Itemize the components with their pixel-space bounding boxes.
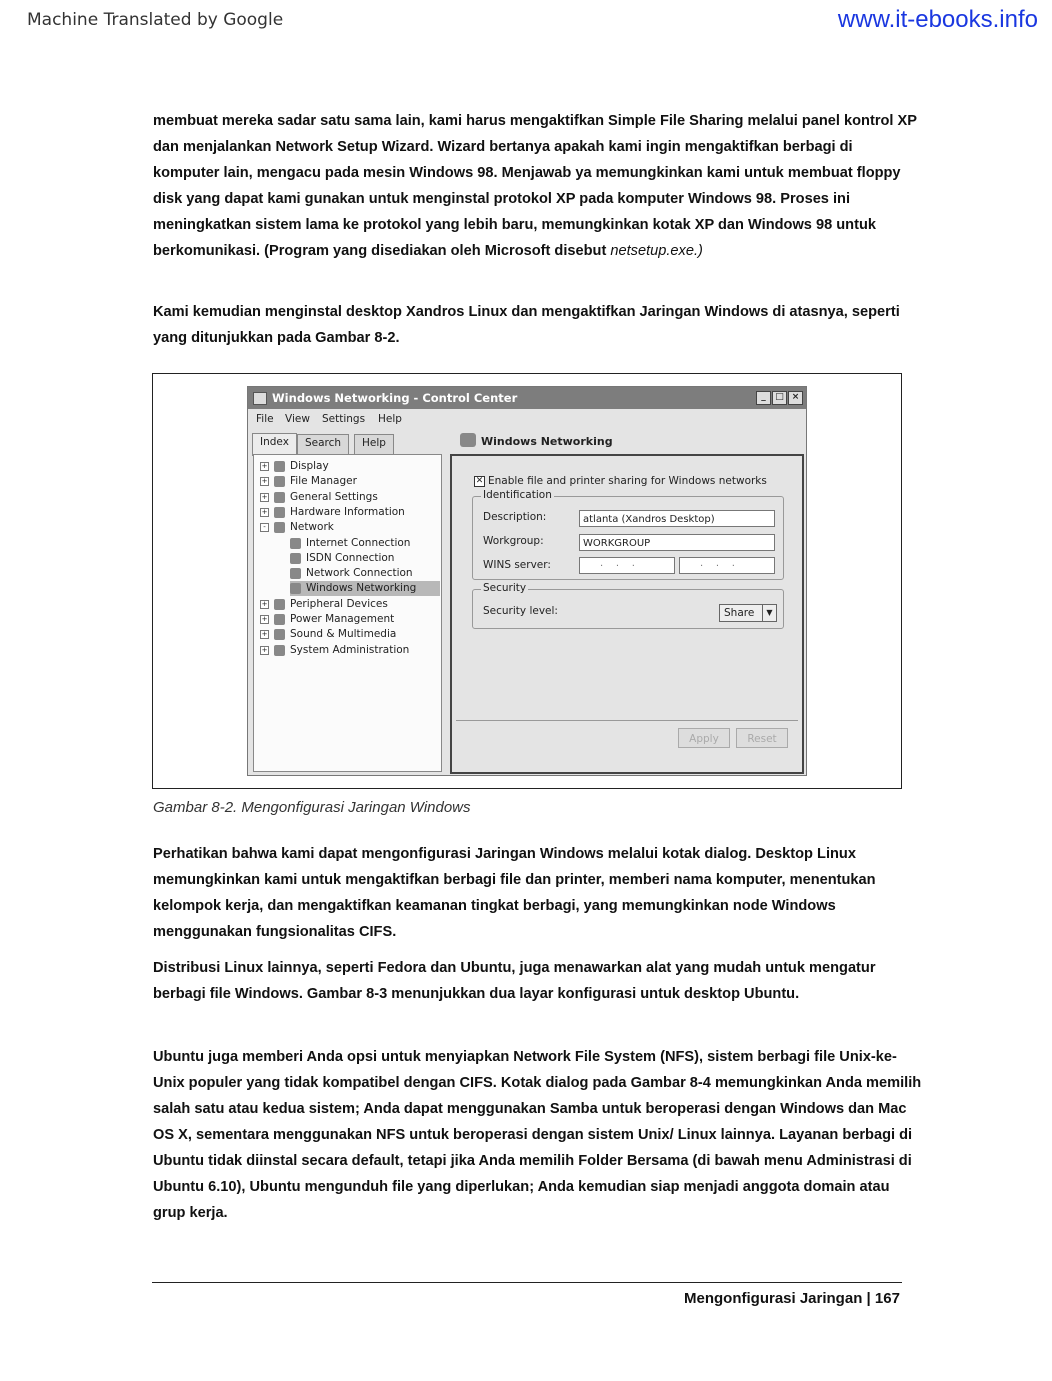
tree-item-label: Network Connection (306, 567, 413, 580)
footer-rule (152, 1282, 902, 1283)
tree-item-icon (274, 614, 285, 625)
workgroup-field[interactable]: WORKGROUP (579, 534, 775, 551)
paragraph-2-text: Kami kemudian menginstal desktop Xandros Linux dan mengaktifkan Jaringan Windows di atasnya, seperti yang ditunjukkan pada Gambar 8-2. (153, 304, 900, 346)
expand-icon[interactable]: + (261, 645, 268, 654)
paragraph-5 (153, 1044, 923, 1226)
panel-divider (456, 720, 798, 721)
expand-icon[interactable]: + (261, 507, 268, 516)
settings-tree (253, 454, 442, 772)
tree-item[interactable] (260, 490, 430, 505)
wins-server-field-2[interactable]: · · · (679, 557, 775, 574)
tree-item-label: Peripheral Devices (290, 597, 388, 610)
paragraph-4 (153, 955, 923, 1007)
security-level-label: Security level: (483, 605, 558, 617)
tab-index[interactable]: Index (252, 433, 297, 456)
expand-icon[interactable]: + (261, 615, 268, 623)
identification-group (472, 489, 784, 580)
apply-button[interactable]: Apply (678, 728, 730, 748)
reset-button[interactable]: Reset (736, 728, 788, 748)
wins-server-label: WINS server: (483, 559, 551, 571)
expand-icon[interactable]: + (261, 492, 268, 501)
figure-caption: Gambar 8-2. Mengonfigurasi Jaringan Windows (153, 799, 471, 816)
tree-item-icon (290, 553, 301, 564)
close-icon[interactable]: × (788, 391, 803, 405)
tree-item[interactable] (290, 566, 460, 581)
tree-item-label: File Manager (290, 475, 357, 488)
panel-title: Windows Networking (481, 435, 613, 448)
security-level-select[interactable] (719, 604, 777, 622)
tree-item-icon (290, 538, 301, 549)
security-legend: Security (483, 582, 527, 594)
tree-item-icon (274, 629, 285, 640)
tree-item[interactable] (260, 505, 430, 520)
source-link[interactable]: www.it-ebooks.info (837, 6, 1038, 33)
security-group (472, 582, 784, 629)
menu-bar (248, 409, 806, 431)
chevron-down-icon[interactable]: ▼ (762, 605, 776, 621)
paragraph-1 (153, 108, 923, 264)
tree-item-icon (274, 522, 285, 533)
tab-search[interactable]: Search (297, 434, 349, 455)
tree-item-label: Hardware Information (290, 505, 405, 518)
enable-sharing-checkbox[interactable]: ✕ (475, 476, 484, 486)
tree-item-icon (274, 476, 285, 487)
expand-icon[interactable]: + (261, 599, 268, 608)
tree-item[interactable] (260, 627, 430, 642)
tree-item-icon (290, 583, 301, 594)
menu-view[interactable]: View (285, 413, 310, 425)
security-level-value: Share (724, 607, 755, 619)
tree-item-icon (274, 599, 285, 610)
menu-help[interactable]: Help (378, 413, 402, 425)
paragraph-3 (153, 841, 923, 945)
tree-item[interactable] (260, 597, 430, 612)
paragraph-5-text: Ubuntu juga memberi Anda opsi untuk menyiapkan Network File System (NFS), sistem berbagi file Unix-ke-Unix populer yang tidak kompatibel dengan CIFS. Kotak dialog pada Gambar 8-4 memungkinkan Anda memilih salah satu atau kedua sistem; Anda dapat menggunakan Samba untuk beroperasi dengan Windows dan Mac OS X, sementara menggunakan NFS untuk beroperasi dengan sistem Unix/ Linux lainnya. Layanan berbagi di Ubuntu tidak diinstal secara default, tetapi jika Anda memilih Folder Bersama (di bawah menu Administrasi di Ubuntu 6.10), Ubuntu mengunduh file yang diperlukan; Anda kemudian siap menjadi anggota domain atau grup kerja. (153, 1049, 922, 1221)
tree-item[interactable] (260, 474, 430, 489)
paragraph-1-italic: netsetup.exe.) (610, 243, 703, 259)
window-title: Windows Networking - Control Center (272, 391, 518, 405)
minimize-icon[interactable]: _ (756, 391, 771, 405)
running-footer: Mengonfigurasi Jaringan | 167 (684, 1290, 900, 1307)
tree-item-icon (274, 492, 285, 503)
tree-item-icon (274, 461, 285, 472)
paragraph-4-text: Distribusi Linux lainnya, seperti Fedora dan Ubuntu, juga menawarkan alat yang mudah untuk mengatur berbagi file Windows. Gambar 8-3 menunjukkan dua layar konfigurasi untuk desktop Ubuntu. (153, 960, 876, 1002)
tree-item-label: System Administration (290, 643, 410, 656)
identification-legend: Identification (483, 489, 552, 501)
paragraph-3-text: Perhatikan bahwa kami dapat mengonfigurasi Jaringan Windows melalui kotak dialog. Desktop Linux memungkinkan kami untuk mengaktifkan berbagi file dan printer, memberi nama komputer, menentukan kelompok kerja, dan mengaktifkan keamanan tingkat berbagi, yang memungkinkan node Windows menggunakan fungsionalitas CIFS. (153, 846, 876, 940)
tree-item-label: General Settings (290, 490, 378, 503)
expand-icon[interactable]: + (261, 462, 268, 470)
menu-file[interactable]: File (256, 413, 274, 425)
expand-icon[interactable]: + (261, 630, 268, 639)
window-titlebar[interactable] (248, 387, 806, 409)
tree-item-label: ISDN Connection (306, 551, 395, 564)
tree-item[interactable] (260, 612, 430, 627)
tree-item-label: Network (290, 521, 334, 534)
expand-icon[interactable]: + (261, 477, 268, 486)
tree-item[interactable] (290, 536, 460, 551)
tree-item[interactable] (260, 459, 430, 474)
control-center-window (247, 386, 807, 776)
paragraph-1-text: membuat mereka sadar satu sama lain, kami harus mengaktifkan Simple File Sharing melalui panel kontrol XP dan menjalankan Network Setup Wizard. Wizard bertanya apakah kami ingin mengaktifkan berbagi di komputer lain, mengacu pada mesin Windows 98. Menjawab ya memungkinkan kami untuk membuat floppy disk yang dapat kami gunakan untuk menginstal protokol XP pada komputer Windows 98. Proses ini meningkatkan sistem lama ke protokol yang lebih baru, memungkinkan kotak XP dan Windows 98 untuk berkomunikasi. (Program yang disediakan oleh Microsoft disebut (153, 113, 917, 259)
tree-item-label: Display (290, 460, 329, 472)
window-menu-icon[interactable] (253, 392, 267, 405)
collapse-icon[interactable]: - (260, 523, 269, 532)
tree-item-label: Windows Networking (306, 582, 417, 595)
tree-item[interactable] (260, 520, 430, 535)
maximize-icon[interactable]: □ (772, 391, 787, 405)
paragraph-2 (153, 299, 923, 351)
menu-settings[interactable]: Settings (322, 413, 366, 425)
tree-item-label: Sound & Multimedia (290, 628, 397, 641)
tree-item-label: Power Management (290, 613, 395, 625)
enable-sharing-label: Enable file and printer sharing for Windows networks (488, 475, 767, 487)
tree-item[interactable] (290, 551, 460, 566)
description-field[interactable]: atlanta (Xandros Desktop) (579, 510, 775, 527)
tree-item-icon (290, 568, 301, 579)
tab-help[interactable]: Help (354, 434, 394, 455)
tree-item-label: Internet Connection (306, 536, 411, 549)
wins-server-field-1[interactable]: · · · (579, 557, 675, 574)
windows-networking-icon (460, 433, 476, 447)
translation-note: Machine Translated by Google (27, 10, 284, 30)
tree-item[interactable] (260, 643, 430, 658)
tree-item-icon (274, 507, 285, 518)
tree-item-icon (274, 645, 285, 656)
tree-item[interactable] (290, 581, 440, 596)
description-label: Description: (483, 511, 547, 523)
workgroup-label: Workgroup: (483, 535, 544, 547)
windows-networking-panel (450, 454, 804, 774)
